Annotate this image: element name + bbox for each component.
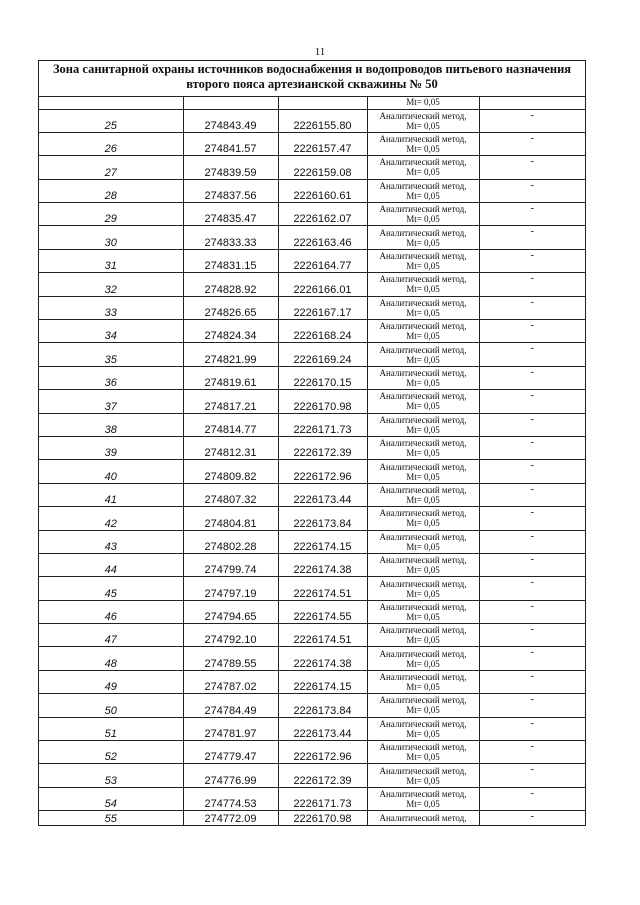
method-name: Аналитический метод, [379, 367, 467, 378]
point-number: 32 [39, 273, 183, 296]
point-number: 40 [39, 460, 183, 483]
table-row [39, 366, 585, 389]
method-accuracy: Mt= 0,05 [406, 635, 440, 646]
coord-x: 274843.49 [183, 109, 278, 132]
note-dash: - [479, 413, 585, 436]
method-accuracy: Mt= 0,05 [406, 752, 440, 763]
coord-x: 274776.99 [183, 764, 278, 787]
method-accuracy: Mt= 0,05 [406, 705, 440, 716]
method-name: Аналитический метод, [379, 718, 467, 729]
method-cell [367, 483, 479, 506]
note-dash: - [479, 320, 585, 343]
point-number: 31 [39, 249, 183, 272]
note-dash: - [479, 694, 585, 717]
page-number: 11 [314, 46, 326, 58]
method-cell [367, 366, 479, 389]
method-accuracy: Mt= 0,05 [406, 237, 440, 248]
method-name: Аналитический метод, [379, 672, 467, 683]
method-name: Аналитический метод, [379, 601, 467, 612]
coord-x: 274774.53 [183, 787, 278, 810]
table-row [39, 553, 585, 576]
point-number: 51 [39, 717, 183, 740]
note-dash: - [479, 343, 585, 366]
method-cell [367, 764, 479, 787]
method-name: Аналитический метод, [379, 789, 467, 800]
coord-y: 2226174.15 [278, 530, 367, 553]
coord-y: 2226170.98 [278, 811, 367, 825]
coord-y: 2226174.51 [278, 624, 367, 647]
method-name: Аналитический метод, [379, 227, 467, 238]
coord-y: 2226173.44 [278, 483, 367, 506]
coord-y: 2226160.61 [278, 179, 367, 202]
method-accuracy: Mt= 0,05 [406, 471, 440, 482]
method-cell [367, 507, 479, 530]
coord-y: 2226168.24 [278, 320, 367, 343]
coord-y: 2226166.01 [278, 273, 367, 296]
table-row [39, 483, 585, 506]
coord-y: 2226163.46 [278, 226, 367, 249]
method-cell [367, 296, 479, 319]
note-dash: - [479, 179, 585, 202]
method-name: Аналитический метод, [379, 765, 467, 776]
coord-x: 274817.21 [183, 390, 278, 413]
method-name: Аналитический метод, [379, 204, 467, 215]
cell-y [278, 97, 367, 109]
point-number: 44 [39, 553, 183, 576]
method-accuracy: Mt= 0,05 [406, 565, 440, 576]
table-row [39, 787, 585, 810]
table-row [39, 694, 585, 717]
table-row [39, 273, 585, 296]
cell-x [183, 97, 278, 109]
note-dash: - [479, 764, 585, 787]
method-cell [367, 226, 479, 249]
method-accuracy: Mt= 0,05 [406, 682, 440, 693]
method-accuracy: Mt= 0,05 [406, 284, 440, 295]
note-dash: - [479, 647, 585, 670]
note-dash: - [479, 366, 585, 389]
note-dash: - [479, 507, 585, 530]
note-dash: - [479, 670, 585, 693]
coord-y: 2226157.47 [278, 132, 367, 155]
coord-y: 2226167.17 [278, 296, 367, 319]
point-number: 29 [39, 203, 183, 226]
point-number: 34 [39, 320, 183, 343]
table-row [39, 624, 585, 647]
point-number: 55 [39, 811, 183, 825]
coord-x: 274792.10 [183, 624, 278, 647]
method-cell [367, 717, 479, 740]
table-row [39, 226, 585, 249]
table-row [39, 811, 585, 825]
method-cell [367, 343, 479, 366]
method-accuracy: Mt= 0,05 [406, 541, 440, 552]
method-accuracy: Mt= 0,05 [406, 214, 440, 225]
method-cell [367, 109, 479, 132]
coord-y: 2226172.39 [278, 764, 367, 787]
method-accuracy: Mt= 0,05 [406, 261, 440, 272]
coord-y: 2226171.73 [278, 787, 367, 810]
coord-y: 2226173.84 [278, 507, 367, 530]
coord-y: 2226174.38 [278, 553, 367, 576]
point-number: 37 [39, 390, 183, 413]
coord-y: 2226174.38 [278, 647, 367, 670]
point-number: 43 [39, 530, 183, 553]
coord-y: 2226172.96 [278, 741, 367, 764]
method-cell [367, 413, 479, 436]
method-cell [367, 647, 479, 670]
method-name: Аналитический метод, [379, 578, 467, 589]
note-dash: - [479, 156, 585, 179]
method-cell [367, 694, 479, 717]
point-number: 53 [39, 764, 183, 787]
coord-x: 274807.32 [183, 483, 278, 506]
point-number: 54 [39, 787, 183, 810]
table-row [39, 203, 585, 226]
method-cell [367, 249, 479, 272]
method-name: Аналитический метод, [379, 742, 467, 753]
coordinates-sheet [38, 60, 586, 826]
note-dash: - [479, 530, 585, 553]
coord-y: 2226159.08 [278, 156, 367, 179]
coord-x: 274819.61 [183, 366, 278, 389]
point-number: 42 [39, 507, 183, 530]
table-row [39, 296, 585, 319]
method-name: Аналитический метод, [379, 508, 467, 519]
note-dash: - [479, 203, 585, 226]
table-row [39, 320, 585, 343]
point-number: 27 [39, 156, 183, 179]
note-dash: - [479, 132, 585, 155]
method-cell [367, 670, 479, 693]
table-row [39, 249, 585, 272]
method-cell [367, 179, 479, 202]
point-number: 45 [39, 577, 183, 600]
coord-y: 2226164.77 [278, 249, 367, 272]
method-accuracy: Mt= 0,05 [406, 144, 440, 155]
coord-x: 274837.56 [183, 179, 278, 202]
coord-x: 274797.19 [183, 577, 278, 600]
coord-x: 274809.82 [183, 460, 278, 483]
point-number: 28 [39, 179, 183, 202]
method-name: Аналитический метод, [379, 812, 467, 823]
coord-x: 274833.33 [183, 226, 278, 249]
method-name: Аналитический метод, [379, 180, 467, 191]
method-cell [367, 156, 479, 179]
point-number: 39 [39, 436, 183, 459]
coord-x: 274831.15 [183, 249, 278, 272]
coord-x: 274789.55 [183, 647, 278, 670]
method-name: Аналитический метод, [379, 438, 467, 449]
table-row [39, 647, 585, 670]
coord-y: 2226169.24 [278, 343, 367, 366]
coord-x: 274841.57 [183, 132, 278, 155]
coord-x: 274824.34 [183, 320, 278, 343]
method-accuracy: Mt= 0,05 [406, 401, 440, 412]
method-name: Аналитический метод, [379, 484, 467, 495]
table-row [39, 530, 585, 553]
coordinates-table [39, 97, 585, 825]
method-accuracy: Mt= 0,05 [406, 728, 440, 739]
note-dash: - [479, 436, 585, 459]
point-number: 41 [39, 483, 183, 506]
coord-y: 2226162.07 [278, 203, 367, 226]
coord-x: 274772.09 [183, 811, 278, 825]
method-cell [367, 203, 479, 226]
table-row [39, 343, 585, 366]
method-cell [367, 577, 479, 600]
method-accuracy: Mt= 0,05 [406, 448, 440, 459]
method-accuracy: Mt= 0,05 [406, 331, 440, 342]
coord-y: 2226174.51 [278, 577, 367, 600]
cell-dash [479, 97, 585, 109]
method-accuracy: Mt= 0,05 [406, 354, 440, 365]
table-row [39, 600, 585, 623]
method-cell [367, 553, 479, 576]
coord-y: 2226174.15 [278, 670, 367, 693]
table-row [39, 670, 585, 693]
table-row [39, 717, 585, 740]
method-accuracy: Mt= 0,05 [406, 167, 440, 178]
method-cell [367, 460, 479, 483]
coord-y: 2226174.55 [278, 600, 367, 623]
coord-x: 274835.47 [183, 203, 278, 226]
point-number: 26 [39, 132, 183, 155]
coord-y: 2226155.80 [278, 109, 367, 132]
method-name: Аналитический метод, [379, 274, 467, 285]
coord-x: 274828.92 [183, 273, 278, 296]
point-number: 49 [39, 670, 183, 693]
method-name: Аналитический метод, [379, 110, 467, 121]
note-dash: - [479, 273, 585, 296]
method-cell [367, 741, 479, 764]
method-cell [367, 787, 479, 810]
method-name: Аналитический метод, [379, 625, 467, 636]
table-row [39, 460, 585, 483]
coord-y: 2226170.98 [278, 390, 367, 413]
coord-x: 274804.81 [183, 507, 278, 530]
method-accuracy: Mt= 0,05 [406, 518, 440, 529]
coord-x: 274839.59 [183, 156, 278, 179]
table-row [39, 109, 585, 132]
method-name: Аналитический метод, [379, 461, 467, 472]
note-dash: - [479, 249, 585, 272]
cell-num [39, 97, 183, 109]
table-row [39, 741, 585, 764]
method-cell [367, 132, 479, 155]
point-number: 33 [39, 296, 183, 319]
method-cell [367, 390, 479, 413]
title-line-1: Зона санитарной охраны источников водоснабжения и водопроводов питьевого назначения [52, 62, 572, 76]
method-cell [367, 811, 479, 825]
coord-x: 274781.97 [183, 717, 278, 740]
method-cell [367, 600, 479, 623]
method-cell [367, 436, 479, 459]
method-accuracy: Mt= 0,05 [406, 190, 440, 201]
note-dash: - [479, 226, 585, 249]
coord-x: 274802.28 [183, 530, 278, 553]
table-row [39, 413, 585, 436]
method-cell [367, 320, 479, 343]
note-dash: - [479, 109, 585, 132]
method-name: Аналитический метод, [379, 251, 467, 262]
coord-y: 2226172.39 [278, 436, 367, 459]
point-number: 48 [39, 647, 183, 670]
note-dash: - [479, 717, 585, 740]
point-number: 38 [39, 413, 183, 436]
method-accuracy: Mt= 0,05 [406, 588, 440, 599]
point-number: 47 [39, 624, 183, 647]
point-number: 35 [39, 343, 183, 366]
note-dash: - [479, 296, 585, 319]
point-number: 36 [39, 366, 183, 389]
method-name: Аналитический метод, [379, 321, 467, 332]
point-number: 46 [39, 600, 183, 623]
method-name: Аналитический метод, [379, 344, 467, 355]
table-row [39, 577, 585, 600]
method-cell [367, 530, 479, 553]
cell-method: Mt= 0,05 [367, 97, 479, 109]
note-dash: - [479, 460, 585, 483]
coord-x: 274799.74 [183, 553, 278, 576]
method-cell [367, 624, 479, 647]
method-accuracy: Mt= 0,05 [406, 611, 440, 622]
method-name: Аналитический метод, [379, 157, 467, 168]
method-accuracy: Mt= 0,05 [406, 494, 440, 505]
note-dash: - [479, 600, 585, 623]
table-title [39, 61, 585, 97]
table-row [39, 764, 585, 787]
note-dash: - [479, 811, 585, 825]
note-dash: - [479, 741, 585, 764]
note-dash: - [479, 624, 585, 647]
coord-x: 274784.49 [183, 694, 278, 717]
table-row [39, 390, 585, 413]
coord-y: 2226173.84 [278, 694, 367, 717]
coord-y: 2226172.96 [278, 460, 367, 483]
method-name: Аналитический метод, [379, 414, 467, 425]
method-name: Аналитический метод, [379, 391, 467, 402]
coord-x: 274826.65 [183, 296, 278, 319]
point-number: 50 [39, 694, 183, 717]
note-dash: - [479, 390, 585, 413]
method-accuracy: Mt= 0,05 [406, 799, 440, 810]
table-row [39, 132, 585, 155]
table-row-continuation [39, 97, 585, 109]
coord-x: 274779.47 [183, 741, 278, 764]
method-accuracy: Mt= 0,05 [406, 775, 440, 786]
title-line-2: второго пояса артезианской скважины № 50 [186, 77, 438, 91]
note-dash: - [479, 553, 585, 576]
note-dash: - [479, 577, 585, 600]
coord-x: 274814.77 [183, 413, 278, 436]
coord-x: 274812.31 [183, 436, 278, 459]
note-dash: - [479, 483, 585, 506]
table-row [39, 179, 585, 202]
method-name: Аналитический метод, [379, 648, 467, 659]
note-dash: - [479, 787, 585, 810]
coord-y: 2226173.44 [278, 717, 367, 740]
method-accuracy: Mt= 0,05 [406, 377, 440, 388]
table-row [39, 156, 585, 179]
method-name: Аналитический метод, [379, 531, 467, 542]
method-name: Аналитический метод, [379, 134, 467, 145]
method-name: Аналитический метод, [379, 555, 467, 566]
method-accuracy: Mt= 0,05 [406, 120, 440, 131]
coord-x: 274821.99 [183, 343, 278, 366]
method-accuracy: Mt= 0,05 [406, 424, 440, 435]
coord-x: 274787.02 [183, 670, 278, 693]
method-accuracy: Mt= 0,05 [406, 307, 440, 318]
method-name: Аналитический метод, [379, 695, 467, 706]
method-accuracy: Mt= 0,05 [406, 658, 440, 669]
coord-x: 274794.65 [183, 600, 278, 623]
method-name: Аналитический метод, [379, 297, 467, 308]
coord-y: 2226171.73 [278, 413, 367, 436]
method-cell [367, 273, 479, 296]
point-number: 25 [39, 109, 183, 132]
table-row [39, 507, 585, 530]
point-number: 52 [39, 741, 183, 764]
table-row [39, 436, 585, 459]
point-number: 30 [39, 226, 183, 249]
coord-y: 2226170.15 [278, 366, 367, 389]
